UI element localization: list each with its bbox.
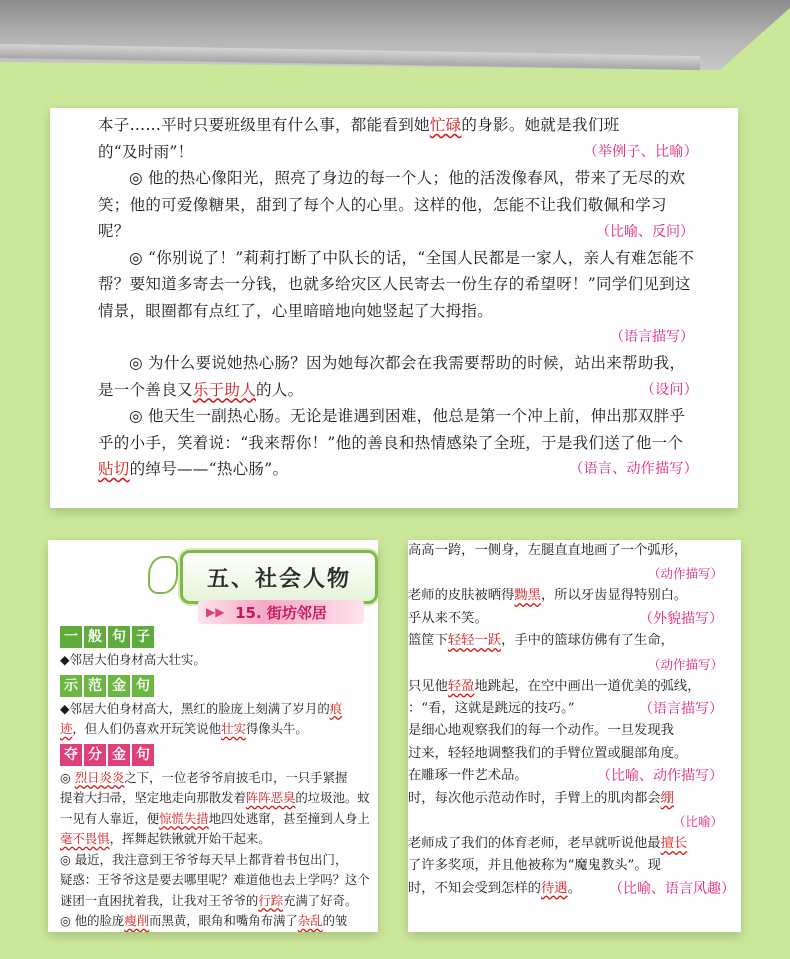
leaf-ornament-left xyxy=(148,556,178,594)
text: 在雕琢一件艺术品。 xyxy=(408,768,528,784)
text: 之下，一位老爷爷肩披毛巾，一只手紧握 xyxy=(124,769,348,785)
paragraph-2: ◎ 他的热心像阳光，照亮了身边的每一个人；他的活泼像春风，带来了无尽的欢笑；他的可爱像糖果，甜到了每个人的心里。这样的他，怎能不让我们敬佩和学习呢？ xyxy=(98,169,686,240)
highlight-word: 行踪 xyxy=(258,892,284,908)
highlight-word: 乐于助人 xyxy=(192,380,257,399)
line: 过来，轻轻地调整我们的手臂位置或腿部角度。 xyxy=(408,745,688,761)
highlight-word: 擅长 xyxy=(660,836,688,852)
text: ◎ xyxy=(60,769,75,785)
label-char: 范 xyxy=(84,675,106,697)
highlight-word: 壮实 xyxy=(221,721,246,736)
label-char: 句 xyxy=(132,675,154,697)
text: ，所以牙齿显得特别白。 xyxy=(540,588,688,604)
text: ，手中的篮球仿佛有了生命， xyxy=(501,633,674,649)
text: ◎ 为什么要说她热心肠？因为她每次都会在我需要帮助的时候，站出来帮助我，是一个善良又 xyxy=(98,354,686,399)
line: 是细心地观察我们的每一个动作。一旦发现我 xyxy=(408,723,674,739)
highlight-word: 毫不畏惧 xyxy=(60,831,110,846)
text: 得像头牛。 xyxy=(245,721,308,736)
label-char: 子 xyxy=(132,626,154,648)
chapter-title: 五、社会人物 xyxy=(206,566,351,592)
right-page-body xyxy=(408,540,741,900)
line xyxy=(408,878,741,900)
label-char: 般 xyxy=(84,626,106,648)
label-char: 金 xyxy=(108,675,130,697)
text: 的皱 xyxy=(322,913,348,928)
text: 老师成了我们的体育老师，老早就听说他最 xyxy=(408,836,661,852)
top-page-body xyxy=(98,112,698,483)
highlight-word: 忙碌 xyxy=(429,116,462,134)
right-page xyxy=(408,540,741,932)
rhetoric-tag: （比喻、动作描写） xyxy=(597,768,723,785)
text: 疑惑：王爷爷这是要去哪里呢？难道他也去上学吗？这个 xyxy=(60,872,370,887)
text: 谜团一直困扰着我，让我对王爷爷的 xyxy=(60,892,259,908)
text: 地跳起，在空中画出一道优美的弧线， xyxy=(474,678,701,694)
rhetoric-tag: （动作描写） xyxy=(647,566,723,582)
sentence-score-2 xyxy=(60,850,378,912)
highlight-word: 黝黑 xyxy=(514,588,541,604)
label-char: 一 xyxy=(60,626,82,648)
text: 的人。 xyxy=(256,380,304,399)
sentence-model xyxy=(60,699,378,740)
line xyxy=(408,765,741,787)
paragraph-5 xyxy=(98,403,698,483)
sentence-score-3 xyxy=(60,911,378,932)
text: 时，每次他示范动作时，手臂上的肌肉都会 xyxy=(408,790,661,806)
line xyxy=(408,585,741,607)
text: ◎ 他天生一副热心肠。无论是谁遇到困难，他总是第一个冲上前，伸出那双胖乎乎的小手，笑着说：“我来帮你！”他的善良和热情感染了全班，于是我们送了他一个 xyxy=(98,407,686,452)
text: 的身影。她就是我们班 xyxy=(461,116,620,134)
line xyxy=(408,788,741,810)
label-model-sentence xyxy=(60,675,154,697)
text: 本子……平时只要班级里有什么事，都能看到她 xyxy=(98,116,430,134)
text: ◎ 他的脸庞 xyxy=(60,913,125,928)
sentence-general: ◆邻居大伯身材高大壮实。 xyxy=(60,652,206,667)
label-char: 夺 xyxy=(60,744,82,766)
text: 的垃圾池。蚊 xyxy=(295,790,370,805)
label-general-sentence xyxy=(60,626,154,648)
text: ：“看，这就是跳远的技巧。” xyxy=(408,701,575,717)
highlight-word: 瘦削 xyxy=(124,913,150,928)
label-char: 示 xyxy=(60,675,82,697)
highlight-word: 待遇 xyxy=(540,880,568,896)
text: 。 xyxy=(567,880,581,896)
rhetoric-tag: （语言描写） xyxy=(610,329,694,345)
line: 高高一跨，一侧身，左腿直直地画了一个弧形， xyxy=(408,543,688,558)
text: ，挥舞起铁锹就开始干起来。 xyxy=(109,831,271,846)
line xyxy=(408,698,741,720)
text: 地四处逃窜，甚至撞到人身上 xyxy=(208,810,370,826)
text: 篮筐下 xyxy=(408,633,448,649)
left-page-body xyxy=(60,626,378,932)
chapter-title-badge xyxy=(180,550,378,604)
label-char: 句 xyxy=(132,744,154,766)
highlight-word: 烈日炎炎 xyxy=(74,769,125,785)
sentence-score-1 xyxy=(60,768,378,850)
rhetoric-tag: （设问） xyxy=(640,381,698,398)
text: 而黑黄，眼角和嘴角布满了 xyxy=(149,913,298,928)
rhetoric-tag: （举例子、比喻） xyxy=(583,143,698,160)
text: 充满了好奇。 xyxy=(283,892,358,908)
label-char: 句 xyxy=(108,626,130,648)
rhetoric-tag: （比喻、反问） xyxy=(596,223,694,240)
section-title-banner xyxy=(198,600,364,624)
highlight-word: 轻盈 xyxy=(447,678,475,694)
left-page xyxy=(48,540,378,932)
highlight-word: 轻轻一跃 xyxy=(447,633,502,649)
top-page xyxy=(50,108,738,508)
text: 只见他 xyxy=(408,678,448,694)
highlight-word: 贴切 xyxy=(98,460,130,478)
paragraph-1 xyxy=(98,112,698,165)
highlight-word: 杂乱 xyxy=(297,913,323,928)
highlight-word: 惊慌失措 xyxy=(159,810,209,826)
line xyxy=(408,676,741,698)
highlight-word: 痕 xyxy=(329,700,343,716)
line xyxy=(408,833,741,855)
highlight-word: 迹 xyxy=(60,721,73,736)
text: ◆邻居大伯身材高大，黑红的脸庞上刻满了岁月的 xyxy=(60,700,330,716)
rhetoric-tag: （语言描写） xyxy=(639,701,723,718)
text: 时，不知会受到怎样的 xyxy=(408,880,541,896)
text: 的“及时雨”！ xyxy=(98,142,194,161)
text: 一见有人靠近，便 xyxy=(60,810,160,826)
section-title: 15. 街坊邻居 xyxy=(235,603,327,622)
rhetoric-tag: （比喻） xyxy=(672,814,723,830)
rhetoric-tag: （外貌描写） xyxy=(639,610,723,627)
line xyxy=(408,630,741,652)
rhetoric-tag: （比喻、语言风趣） xyxy=(609,880,735,897)
rhetoric-tag: （动作描写） xyxy=(647,656,723,672)
label-char: 金 xyxy=(108,744,130,766)
text: 乎从来不笑。 xyxy=(408,610,488,626)
rhetoric-tag: （语言、动作描写） xyxy=(569,461,698,477)
text: 的绰号——“热心肠”。 xyxy=(129,460,289,478)
label-score-sentence xyxy=(60,744,154,766)
highlight-word: 绷 xyxy=(660,790,674,806)
text: ◎ 最近，我注意到王爷爷每天早上都背着书包出门， xyxy=(60,851,348,867)
highlight-word: 阵阵恶臭 xyxy=(245,790,296,805)
arrow-icon: ▶▶ xyxy=(206,605,225,619)
paragraph-4 xyxy=(98,350,698,403)
line xyxy=(408,608,741,630)
line: 了许多奖项，并且他被称为“魔鬼教头”。现 xyxy=(408,858,661,874)
text: 老师的皮肤被晒得 xyxy=(408,588,515,604)
text: ，但人们仍喜欢开玩笑说他 xyxy=(72,721,222,736)
paragraph-3: ◎ “你别说了！”莉莉打断了中队长的话，“全国人民都是一家人，亲人有难怎能不帮？要知道多寄去一分钱，也就多给灾区人民寄去一份生存的希望呀！”同学们见到这情景，眼圈都有点红了，心里暗暗地向她竖起了大拇指。 xyxy=(98,248,695,320)
text: 提着大扫帚，坚定地走向那散发着 xyxy=(60,790,246,805)
label-char: 分 xyxy=(84,744,106,766)
